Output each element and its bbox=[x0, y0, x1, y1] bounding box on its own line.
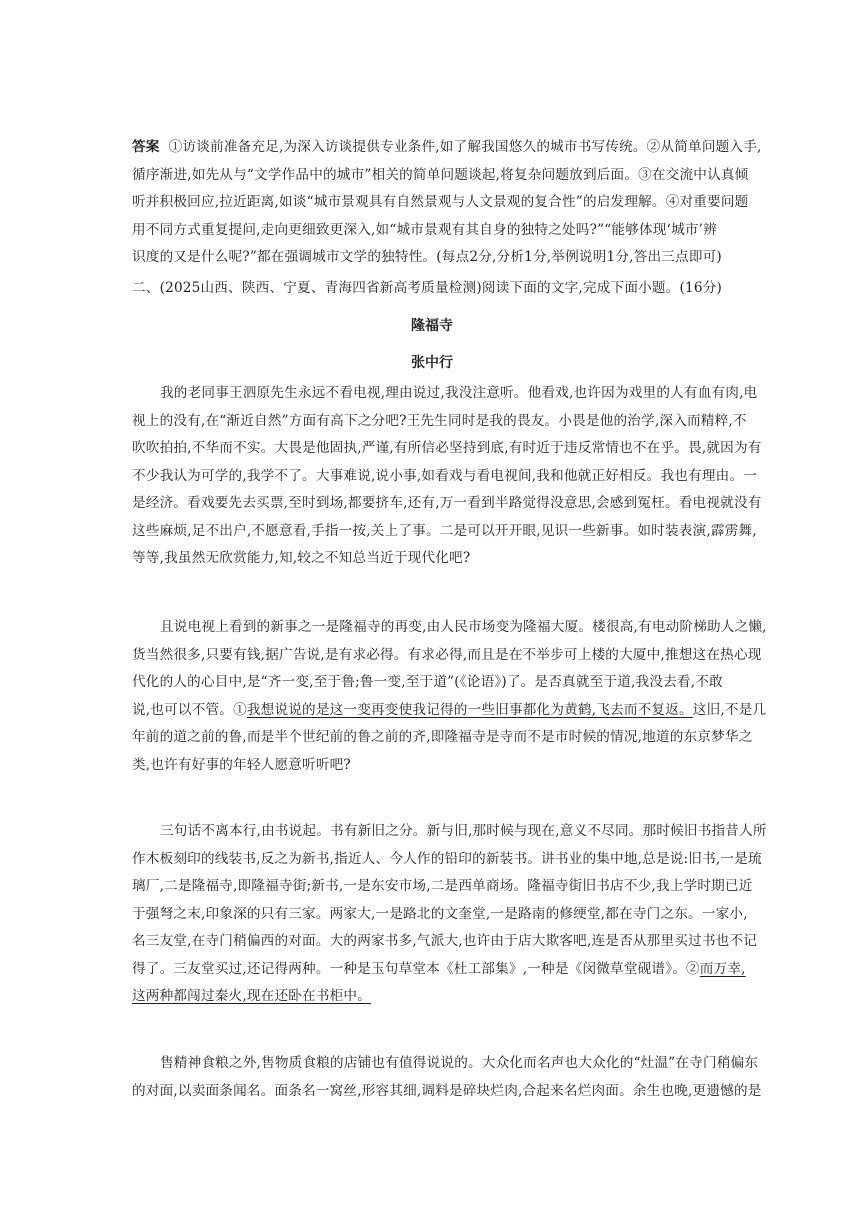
paragraph-line: 的对面,以卖面条闻名。面条名一窝丝,形容其细,调料是碎块烂肉,合起来名烂肉面。余生也晚,更遗憾的是 bbox=[132, 1082, 762, 1099]
paragraph-line bbox=[132, 983, 732, 1011]
paragraph-line: 这些麻烦,足不出户,不愿意看,手指一按,关上了事。二是可以开开眼,见识一些新事。如时装表演,霹雳舞, bbox=[132, 522, 757, 539]
answer-line-3: 听并积极回应,拉近距离,如谈“城市景观具有自然景观与人文景观的复合性”的启发理解。④对重要问题 bbox=[132, 194, 749, 210]
paragraph-line: 是经济。看戏要先去买票,至时到场,都要挤车,还有,万一看到半路觉得没意思,会感到冤枉。看电视就没有 bbox=[132, 495, 762, 511]
paragraph-line: 我的老同事王泗原先生永远不看电视,理由说过,我没注意听。他看戏,也许因为戏里的人有血有肉,电 bbox=[160, 385, 758, 401]
text-span: 说,也可以不管。① bbox=[132, 701, 247, 718]
paragraph-line: 名三友堂,在寺门稍偏西的对面。大的两家书多,气派大,也许由于店大欺客吧,连是否从那里买过书也不记 bbox=[132, 933, 758, 949]
paragraph-line: 且说电视上看到的新事之一是隆福寺的再变,由人民市场变为隆福大厦。楼很高,有电动阶梯助人之懒, bbox=[160, 619, 767, 635]
paragraph-1 bbox=[132, 380, 762, 573]
section-heading bbox=[132, 275, 732, 303]
article-author: 张中行 bbox=[411, 355, 453, 371]
paragraph-line: 售精神食粮之外,售物质食粮的店铺也有值得说说的。大众化而名声也大众化的“灶温”在寺门稍偏东 bbox=[160, 1055, 759, 1071]
text-span: 得了。三友堂买过,还记得两种。一种是玉句草堂本《杜工部集》,一种是《闵微草堂砚谱》。② bbox=[132, 960, 700, 977]
underlined-sentence-2b: 这两种都闯过秦火,现在还卧在书柜中。 bbox=[132, 988, 372, 1004]
paragraph-2 bbox=[132, 614, 767, 779]
paragraph-line bbox=[132, 697, 767, 725]
paragraph-line: 类,也许有好事的年轻人愿意听听吧? bbox=[132, 756, 351, 773]
answer-line-4: 用不同方式重复提问,走向更细致更深入,如“城市景观有其自身的独特之处吗?”“能够体现‘城市’辨 bbox=[132, 221, 717, 238]
paragraph-line: 三句话不离本行,由书说起。书有新旧之分。新与旧,那时候与现在,意义不尽同。那时候旧书指昔人所 bbox=[160, 823, 767, 839]
answer-line-1 bbox=[132, 134, 762, 162]
underlined-sentence-1: 我想说说的是这一变再变使我记得的一些旧事都化为黄鹤,飞去而不复返。 bbox=[246, 701, 693, 718]
underlined-sentence-2a: 而万幸, bbox=[699, 960, 746, 977]
paragraph-line: 货当然很多,只要有钱,据广告说,是有求必得。有求必得,而且是在不举步可上楼的大厦中,推想这在热心现 bbox=[132, 646, 762, 663]
answer-block bbox=[132, 134, 762, 272]
answer-label: 答案 bbox=[132, 139, 160, 155]
paragraph-line: 吹吹拍拍,不华而不实。大畏是他固执,严谨,有所信必坚持到底,有时近于违反常情也不在乎。畏,就因为有 bbox=[132, 440, 762, 456]
answer-line-5: 识度的又是什么呢?”都在强调城市文学的独特性。(每点2分,分析1分,举例说明1分,答出三点即可) bbox=[132, 249, 722, 265]
paragraph-line: 视上的没有,在“渐近自然”方面有高下之分吧?王先生同时是我的畏友。小畏是他的治学,深入而精粹,不 bbox=[132, 412, 747, 429]
paragraph-4 bbox=[132, 1050, 762, 1105]
article-title: 隆福寺 bbox=[411, 318, 453, 334]
text-span: 这旧,不是几 bbox=[692, 701, 767, 718]
paragraph-line: 代化的人的心目中,是“齐一变,至于鲁;鲁一变,至于道”(《论语》)了。是否真就至于道,我没去看,不敢 bbox=[132, 674, 723, 690]
paragraph-line: 等等,我虽然无欣赏能力,知,较之不知总当近于现代化吧? bbox=[132, 550, 471, 566]
paragraph-line: 年前的道之前的鲁,而是半个世纪前的鲁之前的齐,即隆福寺是寺而不是市时候的情况,地道的东京梦华之 bbox=[132, 729, 753, 745]
paragraph-line: 作木板刻印的线装书,反之为新书,指近人、今人作的铅印的新装书。讲书业的集中地,总是说:旧书,一是琉 bbox=[132, 850, 762, 867]
answer-line-2: 循序渐进,如先从与“文学作品中的城市”相关的简单问题谈起,将复杂问题放到后面。③在交流中认真倾 bbox=[132, 166, 749, 183]
paragraph-3 bbox=[132, 818, 767, 1011]
paragraph-line: 不少我认为可学的,我学不了。大事难说,说小事,如看戏与看电视间,我和他就正好相反。我也有理由。一 bbox=[132, 467, 758, 484]
paragraph-line: 于强弩之末,印象深的只有三家。两家大,一是路北的文奎堂,一是路南的修绠堂,都在寺门之东。一家小, bbox=[132, 905, 748, 922]
answer-text: ①访谈前准备充足,为深入访谈提供专业条件,如了解我国悠久的城市书写传统。②从简单问题入手, bbox=[168, 139, 762, 155]
paragraph-line bbox=[132, 956, 746, 984]
section-heading-text: 二、(2025山西、陕西、宁夏、青海四省新高考质量检测)阅读下面的文字,完成下面小题。(16分) bbox=[132, 280, 722, 296]
paragraph-line: 璃厂,二是隆福寺,即隆福寺街;新书,一是东安市场,二是西单商场。隆福寺街旧书店不少,我上学时期已近 bbox=[132, 878, 753, 894]
